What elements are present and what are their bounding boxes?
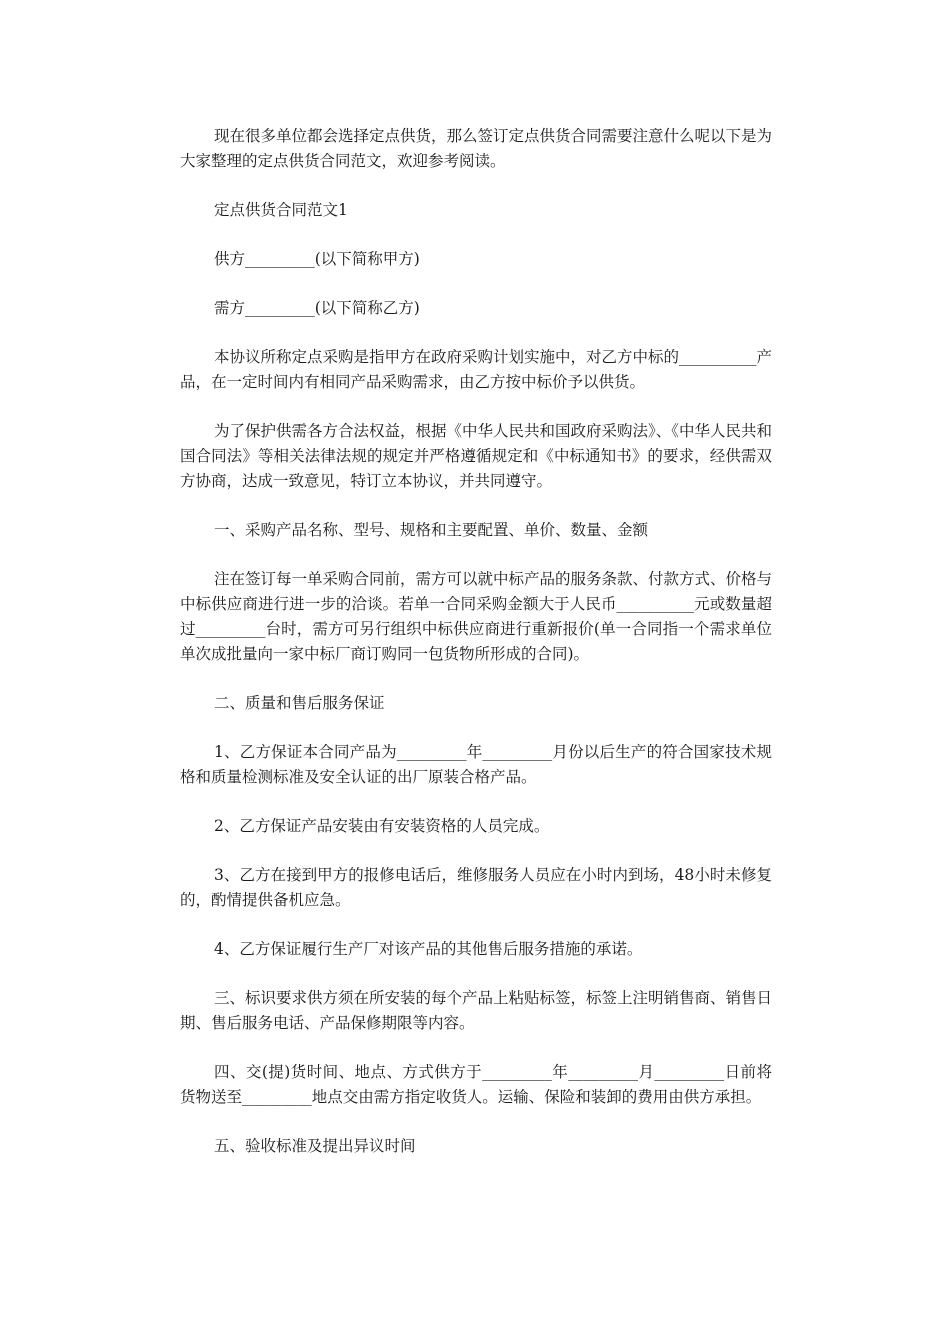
clause-2-1: 1、乙方保证本合同产品为_________年_________月份以后生产的符合国家技术规格和质量检测标准及安全认证的出厂原装合格产品。 bbox=[180, 743, 772, 786]
note-paragraph: 注在签订每一单采购合同前，需方可以就中标产品的服务条款、付款方式、价格与中标供应商进行进一步的洽谈。若单一合同采购金额大于人民币__________元或数量超过_________台时，需方可另行组织中标供应商进行重新报价(单一合同指一个需求单位单次成批量向一家中标厂商订购同一包货物所形成的合同)。 bbox=[180, 570, 773, 663]
supplier-line: 供方_________(以下简称甲方) bbox=[214, 250, 420, 268]
clause-2-4: 4、乙方保证履行生产厂对该产品的其他售后服务措施的承诺。 bbox=[214, 940, 643, 958]
clause-2-2: 2、乙方保证产品安装由有安装资格的人员完成。 bbox=[214, 817, 550, 835]
purpose-paragraph: 为了保护供需各方合法权益，根据《中华人民共和国政府采购法》、《中华人民共和国合同法》等相关法律法规的规定并严格遵循规定和《中标通知书》的要求，经供需双方协商，达成一致意见，特订立本协议，并共同遵守。 bbox=[180, 422, 773, 490]
section-3-paragraph: 三、标识要求供方须在所安装的每个产品上粘贴标签，标签上注明销售商、销售日期、售后服务电话、产品保修期限等内容。 bbox=[180, 989, 773, 1032]
contract-title: 定点供货合同范文1 bbox=[214, 201, 348, 219]
section-heading-5: 五、验收标准及提出异议时间 bbox=[214, 1137, 416, 1155]
definition-paragraph: 本协议所称定点采购是指甲方在政府采购计划实施中，对乙方中标的__________产品，在一定时间内有相同产品采购需求，由乙方按中标价予以供货。 bbox=[180, 348, 773, 391]
intro-paragraph: 现在很多单位都会选择定点供货，那么签订定点供货合同需要注意什么呢以下是为大家整理的定点供货合同范文，欢迎参考阅读。 bbox=[180, 127, 773, 170]
section-heading-1: 一、采购产品名称、型号、规格和主要配置、单价、数量、金额 bbox=[214, 521, 649, 539]
section-heading-2: 二、质量和售后服务保证 bbox=[214, 694, 385, 712]
section-4-paragraph: 四、交(提)货时间、地点、方式供方于_________年_________月_________日前将货物送至_________地点交由需方指定收货人。运输、保险和装卸的费用由供方承担。 bbox=[180, 1063, 772, 1106]
buyer-line: 需方_________(以下简称乙方) bbox=[214, 299, 420, 317]
clause-2-3: 3、乙方在接到甲方的报修电话后，维修服务人员应在小时内到场，48小时未修复的，酌情提供备机应急。 bbox=[180, 866, 772, 909]
document-body bbox=[180, 124, 772, 1183]
